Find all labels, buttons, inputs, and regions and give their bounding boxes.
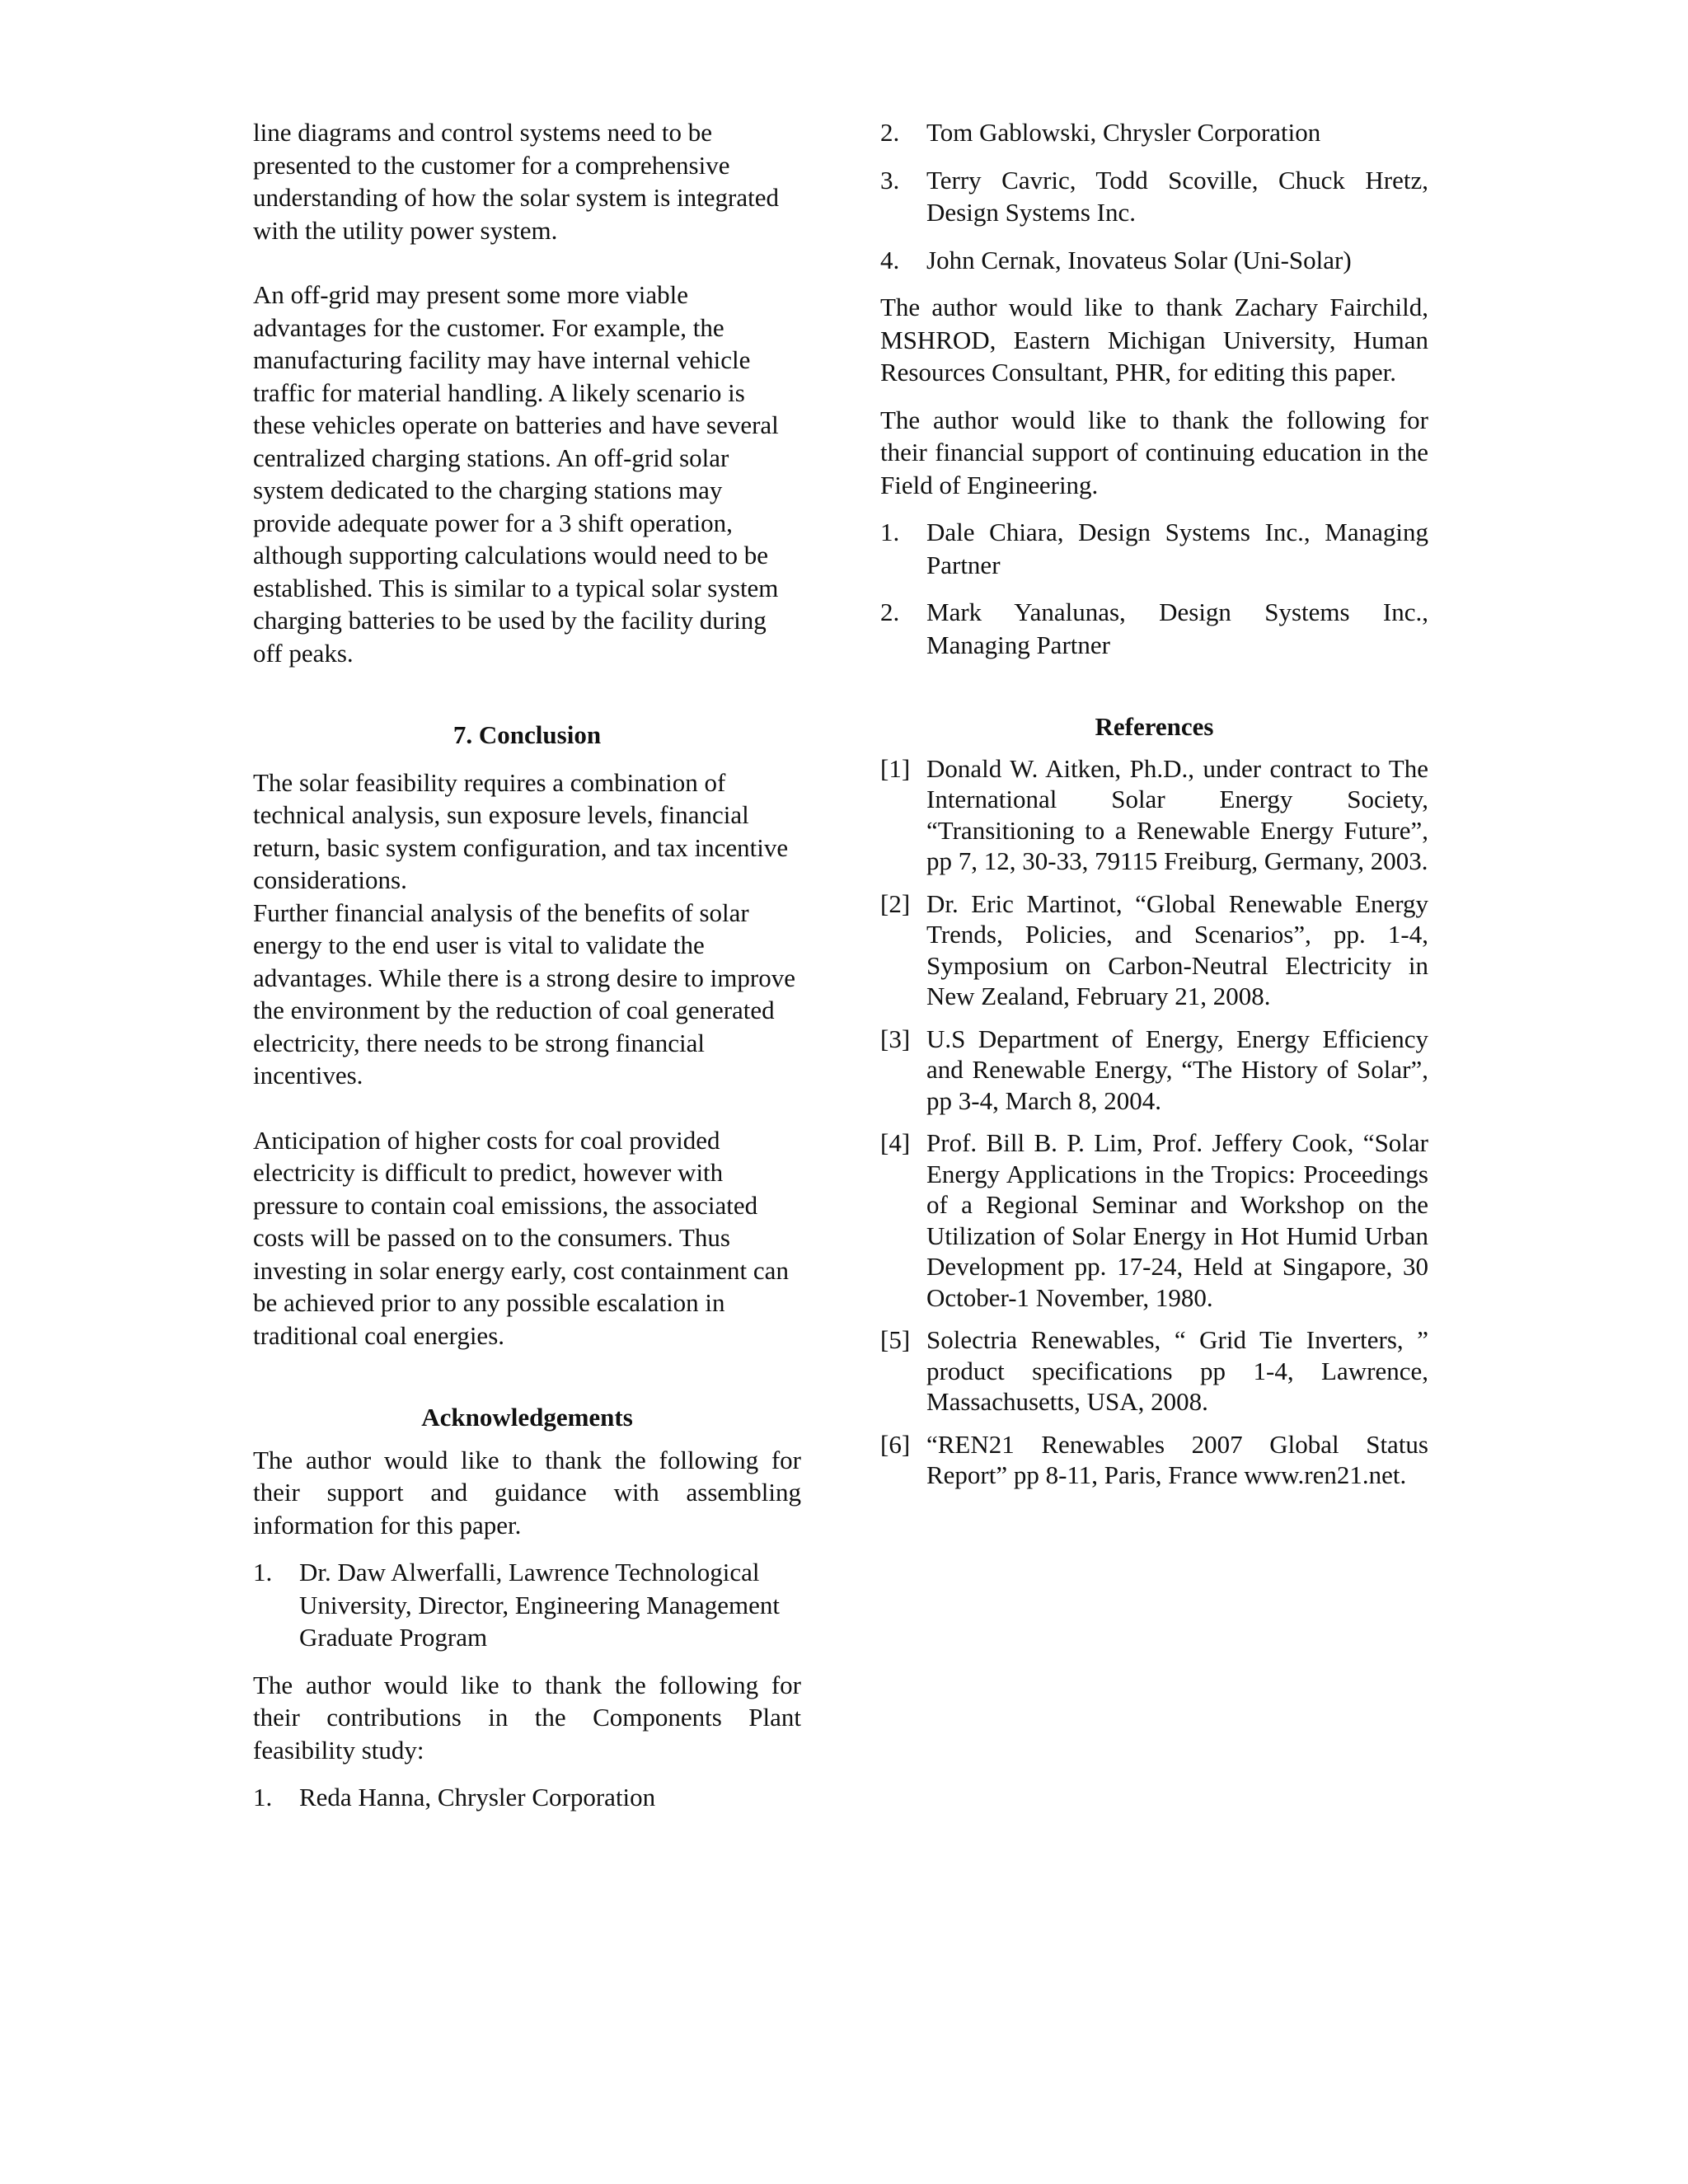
list-item bbox=[253, 1781, 801, 1814]
list-item bbox=[880, 596, 1428, 661]
references-heading: References bbox=[1095, 712, 1214, 741]
reference-text: Prof. Bill B. P. Lim, Prof. Jeffery Cook, “Solar Energy Applications in the Tropics: Proceedings of a Regional Seminar and Workshop on the Utilization of Solar Energy in Hot Humid Urban Development pp. 17-24, Held at Singapore, 30 October-1 November, 1980. bbox=[926, 1128, 1428, 1312]
reference-number: [1] bbox=[880, 753, 911, 783]
reference-item bbox=[880, 753, 1428, 877]
list-item-number: 2. bbox=[880, 598, 900, 626]
acknowledgements-paragraph-1: The author would like to thank the following for their support and guidance with assembling information for this paper. bbox=[253, 1445, 801, 1540]
list-item-text: Tom Gablowski, Chrysler Corporation bbox=[926, 118, 1321, 147]
acknowledgements-paragraph-2: The author would like to thank the following for their contributions in the Components Plant feasibility study: bbox=[253, 1670, 801, 1765]
reference-text: Solectria Renewables, “ Grid Tie Inverters, ” product specifications pp 1-4, Lawrence, Massachusetts, USA, 2008. bbox=[926, 1325, 1428, 1416]
reference-number: [6] bbox=[880, 1429, 911, 1459]
conclusion-paragraph-2: Further financial analysis of the benefits of solar energy to the end user is vital to validate the advantages. While there is a strong desire to improve the environment by the reduction of coal generated electricity, there needs to be strong financial incentives. bbox=[253, 898, 795, 1090]
reference-text: Dr. Eric Martinot, “Global Renewable Energy Trends, Policies, and Scenarios”, pp. 1-4, Symposium on Carbon-Neutral Electricity in New Zealand, February 21, 2008. bbox=[926, 888, 1428, 1010]
references-list bbox=[880, 753, 1428, 1491]
contributions-list bbox=[253, 1781, 801, 1814]
reference-number: [4] bbox=[880, 1128, 911, 1157]
list-item-number: 2. bbox=[880, 118, 900, 147]
left-column bbox=[253, 116, 801, 1829]
list-item bbox=[880, 164, 1428, 229]
list-item bbox=[253, 1556, 801, 1654]
conclusion-heading: 7. Conclusion bbox=[452, 720, 602, 749]
conclusion-paragraph-1: The solar feasibility requires a combination of technical analysis, sun exposure levels, financial return, basic system configuration, and tax incentive considerations. bbox=[253, 767, 789, 894]
list-item-number: 1. bbox=[253, 1783, 273, 1811]
list-item-text: Mark Yanalunas, Design Systems Inc., Managing Partner bbox=[926, 598, 1428, 659]
list-item bbox=[880, 516, 1428, 581]
list-item-text: John Cernak, Inovateus Solar (Uni-Solar) bbox=[926, 245, 1352, 274]
reference-item bbox=[880, 888, 1428, 1012]
paragraph-intro: line diagrams and control systems need to be presented to the customer for a comprehensive understanding of how the solar system is integrated with the utility power system. bbox=[253, 118, 779, 245]
acknowledgements-paragraph-3: The author would like to thank Zachary Fairchild, MSHROD, Eastern Michigan University, Human Resources Consultant, PHR, for editing this paper. bbox=[880, 293, 1428, 387]
reference-number: [3] bbox=[880, 1024, 911, 1053]
reference-text: Donald W. Aitken, Ph.D., under contract to The International Solar Energy Society, “Transitioning to a Renewable Energy Future”, pp 7, 12, 30-33, 79115 Freiburg, Germany, 2003. bbox=[926, 753, 1428, 875]
support-list bbox=[253, 1556, 801, 1654]
list-item-number: 1. bbox=[253, 1558, 273, 1586]
reference-item bbox=[880, 1024, 1428, 1117]
conclusion-paragraph-3: Anticipation of higher costs for coal provided electricity is difficult to predict, however with pressure to contain coal emissions, the associated costs will be passed on to the consumers. Thus investing in solar energy early, cost containment can be achieved prior to any possible escalation in traditional coal energies. bbox=[253, 1125, 789, 1350]
reference-text: “REN21 Renewables 2007 Global Status Report” pp 8-11, Paris, France www.ren21.net. bbox=[926, 1429, 1428, 1489]
contributions-list-continued bbox=[880, 116, 1428, 276]
list-item-number: 3. bbox=[880, 165, 900, 194]
reference-item bbox=[880, 1324, 1428, 1418]
list-item-number: 1. bbox=[880, 518, 900, 546]
acknowledgements-heading: Acknowledgements bbox=[421, 1403, 633, 1432]
list-item-text: Reda Hanna, Chrysler Corporation bbox=[299, 1783, 656, 1811]
list-item-number: 4. bbox=[880, 245, 900, 274]
financial-support-list bbox=[880, 516, 1428, 661]
reference-number: [2] bbox=[880, 888, 911, 918]
reference-item bbox=[880, 1429, 1428, 1491]
reference-item bbox=[880, 1127, 1428, 1313]
reference-text: U.S Department of Energy, Energy Efficiency and Renewable Energy, “The History of Solar”, pp 3-4, March 8, 2004. bbox=[926, 1024, 1428, 1115]
right-column bbox=[880, 116, 1428, 1502]
reference-number: [5] bbox=[880, 1325, 911, 1354]
list-item-text: Dale Chiara, Design Systems Inc., Managing Partner bbox=[926, 518, 1428, 579]
paragraph-offgrid: An off-grid may present some more viable advantages for the customer. For example, the manufacturing facility may have internal vehicle traffic for material handling. A likely scenario is these vehicles operate on batteries and have several centralized charging stations. An off-grid solar system dedicated to the charging stations may provide adequate power for a 3 shift operation, although supporting calculations would need to be established. This is similar to a typical solar system charging batteries to be used by the facility during off peaks. bbox=[253, 280, 779, 668]
acknowledgements-paragraph-4: The author would like to thank the following for their financial support of continuing education in the Field of Engineering. bbox=[880, 405, 1428, 499]
list-item-text: Terry Cavric, Todd Scoville, Chuck Hretz, Design Systems Inc. bbox=[926, 165, 1428, 227]
list-item bbox=[880, 244, 1428, 277]
list-item-text: Dr. Daw Alwerfalli, Lawrence Technological University, Director, Engineering Management Graduate Program bbox=[299, 1558, 780, 1652]
list-item bbox=[880, 116, 1428, 149]
